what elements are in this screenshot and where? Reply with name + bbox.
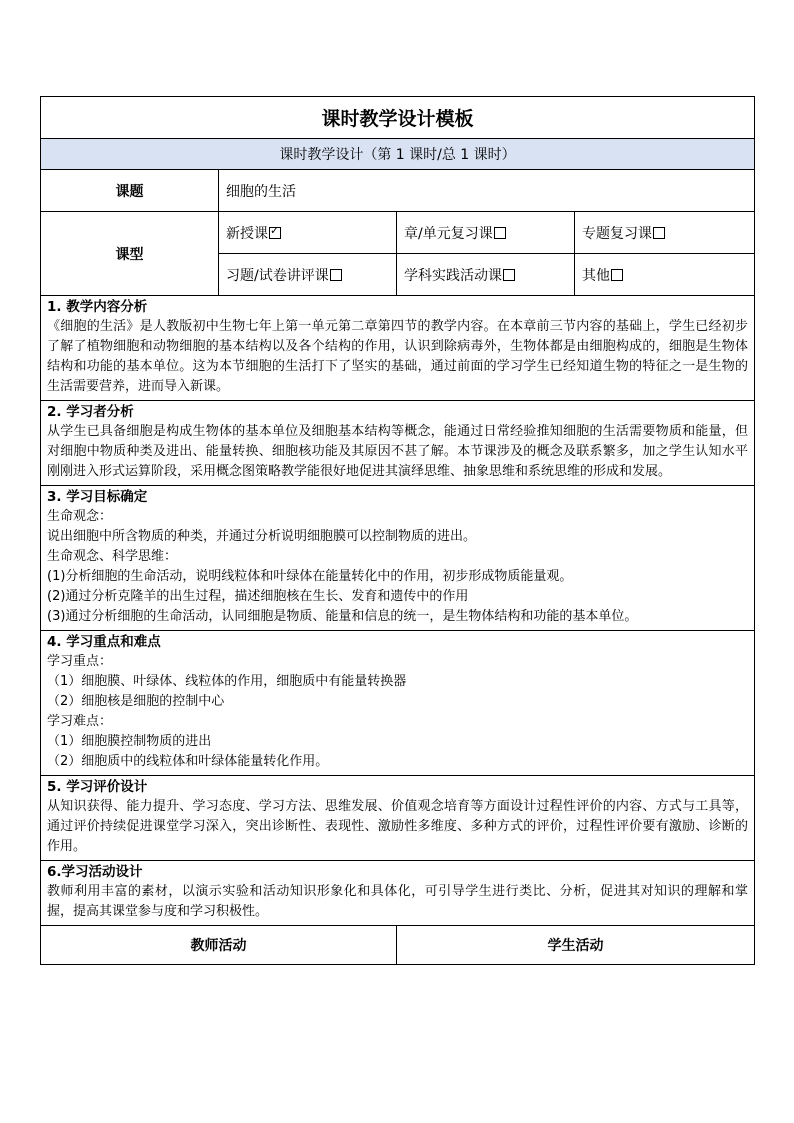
section-heading: 4. 学习重点和难点 bbox=[47, 634, 161, 650]
section-heading: 2. 学习者分析 bbox=[47, 404, 134, 420]
section-learning-objectives bbox=[41, 486, 755, 631]
section-text: 《细胞的生活》是人教版初中生物七年上第一单元第二章第四节的教学内容。在本章前三节内容的基础上，学生已经初步了解了植物细胞和动物细胞的基本结构以及各个结构的作用，认识到除病毒外，生物体都是由细胞构成的，细胞是生物体结构和功能的基本单位。这为本节细胞的生活打下了坚实的基础，通过前面的学习学生已经知道生物的特征之一是生物的生活需要营养，进而导入新课。 bbox=[47, 319, 749, 394]
option-label: 专题复习课 bbox=[582, 225, 652, 242]
option-label: 章/单元复习课 bbox=[404, 225, 493, 242]
checkbox-icon[interactable] bbox=[611, 269, 623, 281]
section-learner-analysis bbox=[41, 401, 755, 486]
section-text: (1)分析细胞的生命活动，说明线粒体和叶绿体在能量转化中的作用，初步形成物质能量观。 bbox=[47, 569, 573, 584]
topic-value: 细胞的生活 bbox=[219, 170, 755, 212]
section-text: （2）细胞质中的线粒体和叶绿体能量转化作用。 bbox=[47, 754, 329, 769]
student-activity-header: 学生活动 bbox=[397, 926, 755, 965]
section-heading: 5. 学习评价设计 bbox=[47, 779, 148, 795]
lesson-type-option[interactable] bbox=[575, 254, 755, 296]
section-text: (3)通过分析细胞的生命活动，认同细胞是物质、能量和信息的统一，是生物体结构和功能的基本单位。 bbox=[47, 609, 638, 624]
lesson-type-option[interactable] bbox=[397, 254, 575, 296]
section-text: （1）细胞膜控制物质的进出 bbox=[47, 734, 212, 749]
section-text: 学习重点： bbox=[47, 654, 113, 669]
section-text: 从学生已具备细胞是构成生物体的基本单位及细胞基本结构等概念，能通过日常经验推知细胞的生活需要物质和能量，但对细胞中物质种类及进出、能量转换、细胞核功能及其原因不甚了解。本节课涉及的概念及联系繁多，加之学生认知水平刚刚进入形式运算阶段，采用概念图策略教学能很好地促进其演绎思维、抽象思维和系统思维的形成和发展。 bbox=[47, 424, 749, 479]
section-text: 生命观念： bbox=[47, 509, 113, 524]
section-text: 从知识获得、能力提升、学习态度、学习方法、思维发展、价值观念培育等方面设计过程性评价的内容、方式与工具等，通过评价持续促进课堂学习深入，突出诊断性、表现性、激励性多维度、多种方式的评价，过程性评价要有激励、诊断的作用。 bbox=[47, 799, 749, 854]
section-text: (2)通过分析克隆羊的出生过程，描述细胞核在生长、发育和遗传中的作用 bbox=[47, 589, 469, 604]
section-text: 学习难点： bbox=[47, 714, 113, 729]
checkbox-icon[interactable] bbox=[653, 227, 665, 239]
section-content-analysis bbox=[41, 296, 755, 401]
section-heading: 1. 教学内容分析 bbox=[47, 299, 148, 315]
lesson-type-option[interactable] bbox=[219, 212, 397, 254]
lesson-plan-document bbox=[40, 96, 754, 965]
section-evaluation-design bbox=[41, 776, 755, 861]
section-heading: 3. 学习目标确定 bbox=[47, 489, 148, 505]
lesson-type-label: 课型 bbox=[41, 212, 219, 296]
lesson-type-option[interactable] bbox=[397, 212, 575, 254]
section-text: 说出细胞中所含物质的种类，并通过分析说明细胞膜可以控制物质的进出。 bbox=[47, 529, 477, 544]
lesson-subtitle: 课时教学设计（第 1 课时/总 1 课时） bbox=[41, 139, 755, 170]
section-text: （2）细胞核是细胞的控制中心 bbox=[47, 694, 225, 709]
topic-label: 课题 bbox=[41, 170, 219, 212]
section-text: 生命观念、科学思维： bbox=[47, 549, 178, 564]
checkbox-icon[interactable] bbox=[330, 269, 342, 281]
section-heading: 6.学习活动设计 bbox=[47, 864, 143, 880]
lesson-plan-table bbox=[40, 96, 755, 965]
checkbox-icon[interactable] bbox=[494, 227, 506, 239]
option-label: 学科实践活动课 bbox=[404, 267, 502, 284]
section-key-points bbox=[41, 631, 755, 776]
teacher-activity-header: 教师活动 bbox=[41, 926, 397, 965]
lesson-type-option[interactable] bbox=[575, 212, 755, 254]
document-title: 课时教学设计模板 bbox=[41, 97, 755, 139]
section-activity-design bbox=[41, 861, 755, 926]
checked-box-icon[interactable] bbox=[269, 227, 281, 239]
option-label: 其他 bbox=[582, 267, 610, 284]
lesson-type-option[interactable] bbox=[219, 254, 397, 296]
section-text: 教师利用丰富的素材，以演示实验和活动知识形象化和具体化，可引导学生进行类比、分析，促进其对知识的理解和掌握，提高其课堂参与度和学习积极性。 bbox=[47, 884, 749, 919]
option-label: 新授课 bbox=[226, 225, 268, 242]
section-text: （1）细胞膜、叶绿体、线粒体的作用，细胞质中有能量转换器 bbox=[47, 674, 407, 689]
checkbox-icon[interactable] bbox=[503, 269, 515, 281]
option-label: 习题/试卷讲评课 bbox=[226, 267, 329, 284]
